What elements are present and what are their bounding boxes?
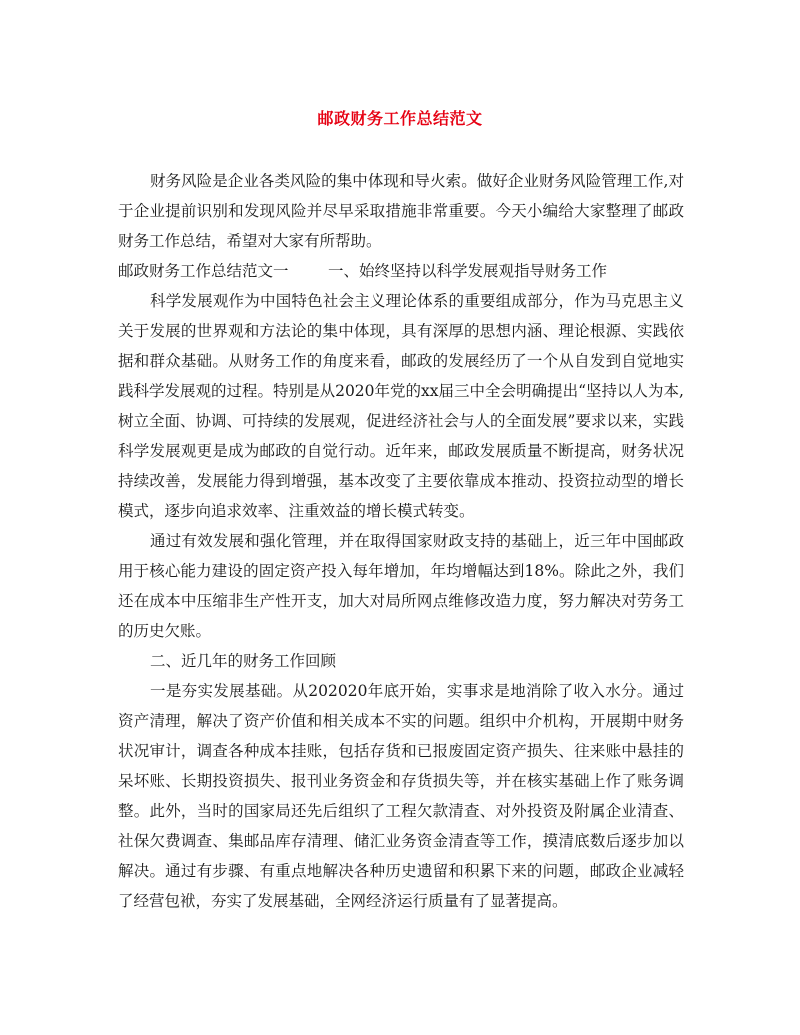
section-heading-2: 二、近几年的财务工作回顾 — [150, 652, 337, 670]
document-title: 邮政财务工作总结范文 — [317, 109, 483, 128]
intro-paragraph: 财务风险是企业各类风险的集中体现和导火索。做好企业财务风险管理工作,对于企业提前识别和发现风险并尽早采取措施非常重要。今天小编给大家整理了邮政财务工作总结，希望对大家有所帮助。 — [118, 172, 684, 250]
document-body — [118, 166, 684, 916]
section-label: 邮政财务工作总结范文一 — [118, 262, 289, 280]
paragraph-1: 科学发展观作为中国特色社会主义理论体系的重要组成部分，作为马克思主义关于发展的世界观和方法论的集中体现，具有深厚的思想内涵、理论根源、实践依据和群众基础。从财务工作的角度来看，邮政的发展经历了一个从自发到自觉地实践科学发展观的过程。特别是从2020年党的xx届三中全会明确提出“坚持以人为本,树立全面、协调、可持续的发展观，促进经济社会与人的全面发展”要求以来，实践科学发展观更是成为邮政的自觉行动。近年来，邮政发展质量不断提高，财务状况持续改善，发展能力得到增强，基本改变了主要依靠成本推动、投资拉动型的增长模式，逐步向追求效率、注重效益的增长模式转变。 — [118, 292, 684, 520]
paragraph-2: 通过有效发展和强化管理，并在取得国家财政支持的基础上，近三年中国邮政用于核心能力建设的固定资产投入每年增加，年均增幅达到18%。除此之外，我们还在成本中压缩非生产性开支，加大对局所网点维修改造力度，努力解决对劳务工的历史欠账。 — [118, 532, 684, 640]
section-heading-1: 一、始终坚持以科学发展观指导财务工作 — [328, 262, 608, 280]
section-heading-row — [118, 256, 684, 286]
paragraph-3: 一是夯实发展基础。从202020年底开始，实事求是地消除了收入水分。通过资产清理，解决了资产价值和相关成本不实的问题。组织中介机构，开展期中财务状况审计，调查各种成本挂账，包括存货和已报废固定资产损失、往来账中悬挂的呆坏账、长期投资损失、报刊业务资金和存货损失等，并在核实基础上作了账务调整。此外，当时的国家局还先后组织了工程欠款清查、对外投资及附属企业清查、社保欠费调查、集邮品库存清理、储汇业务资金清查等工作，摸清底数后逐步加以解决。通过有步骤、有重点地解决各种历史遗留和积累下来的问题，邮政企业减轻了经营包袱，夯实了发展基础，全网经济运行质量有了显著提高。 — [118, 682, 684, 910]
